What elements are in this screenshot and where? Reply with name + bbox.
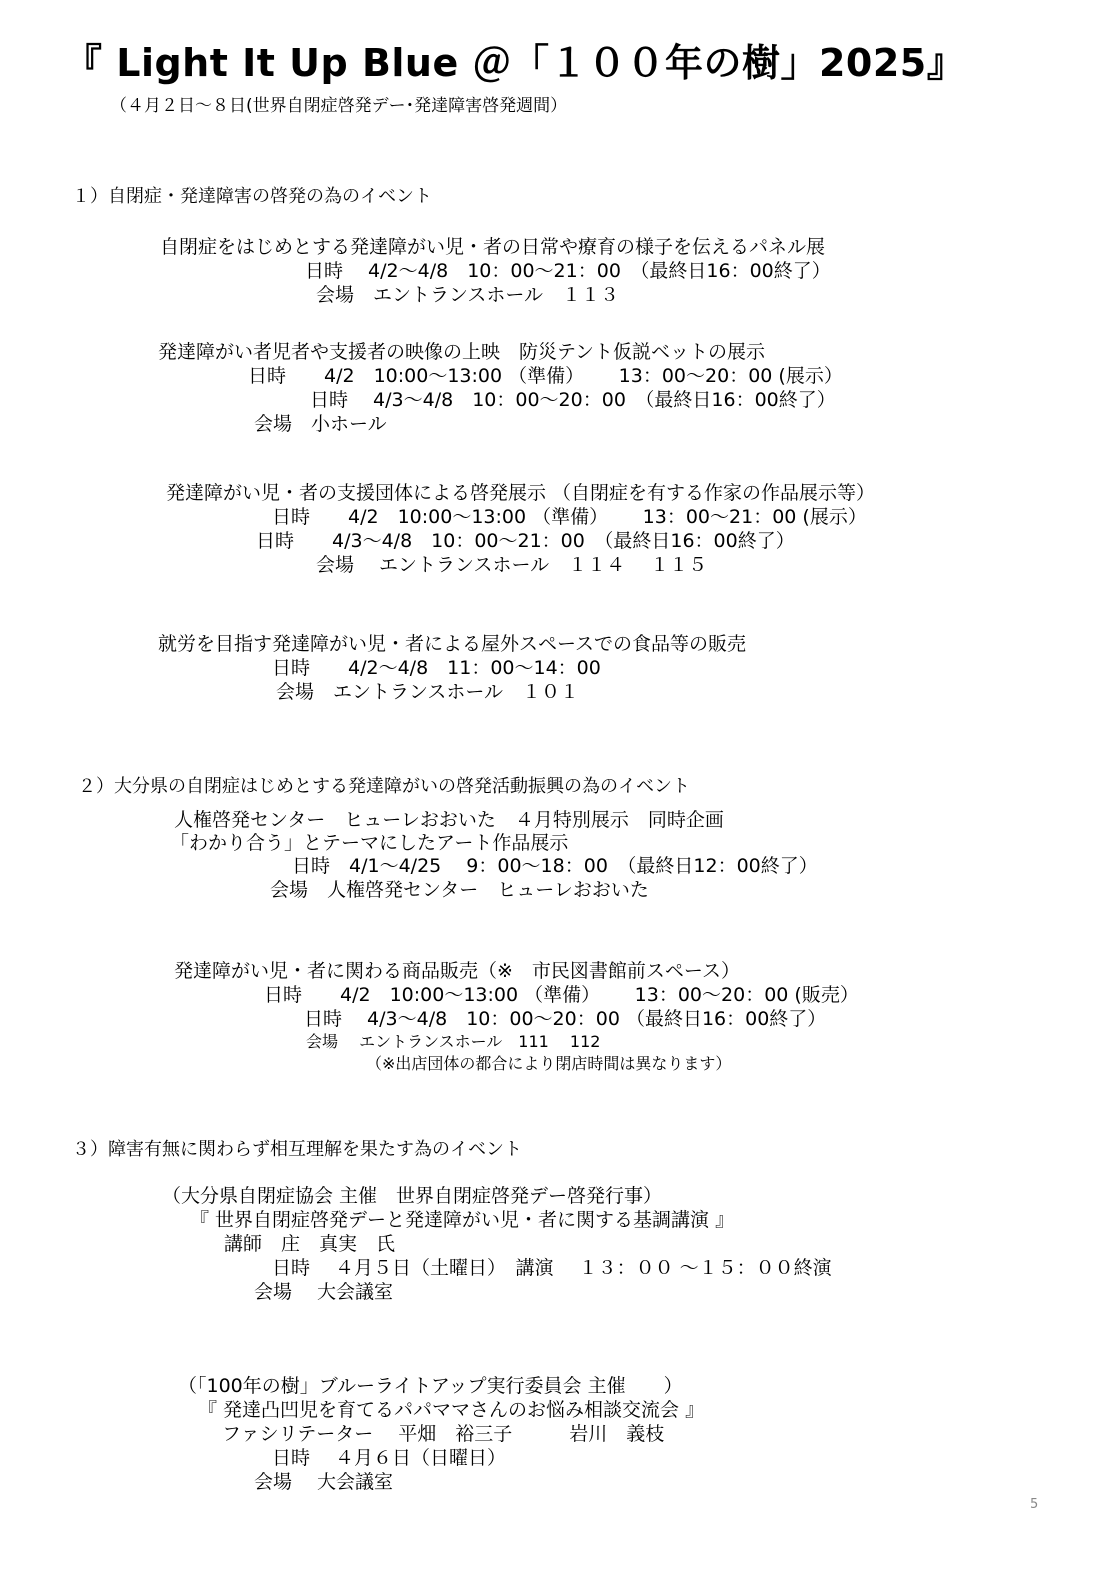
section3-heading: ３）障害有無に関わらず相互理解を果たす為のイベント [72,1139,522,1160]
s3-event2-venue: 会場 大会議室 [254,1471,394,1493]
s1-event1-venue: 会場 エントランスホール １１３ [316,284,620,306]
s3-event2-title: 『 発達凸凹児を育てるパパママさんのお悩み相談交流会 』 [198,1399,705,1421]
section2-heading: ２）大分県の自閉症はじめとする発達障がいの啓発活動振興の為のイベント [78,776,690,797]
s1-event2-datetime2: 日時 4/3～4/8 10：00～20：00 （最終日16：00終了） [310,389,836,411]
s3-event2-organizer: （「100年の樹」ブルーライトアップ実行委員会 主催 ） [178,1375,683,1397]
s1-event3-title: 発達障がい児・者の支援団体による啓発展示 （自閉症を有する作家の作品展示等） [166,482,876,504]
s3-event1-venue: 会場 大会議室 [254,1281,394,1303]
s2-event2-note: （※出店団体の都合により閉店時間は異なります） [366,1054,732,1073]
s2-event1-title1: 人権啓発センター ヒューレおおいた ４月特別展示 同時企画 [174,809,724,831]
page-title: 『 Light It Up Blue ＠「１００年の樹」2025』 [64,41,966,85]
s2-event1-venue: 会場 人権啓発センター ヒューレおおいた [270,879,649,901]
s2-event1-datetime: 日時 4/1～4/25 9：00～18：00 （最終日12：00終了） [292,855,818,877]
s1-event4-title: 就労を目指す発達障がい児・者による屋外スペースでの食品等の販売 [158,633,747,655]
s2-event2-datetime1: 日時 4/2 10:00～13:00 （準備） 13：00～20：00 (販売） [264,984,859,1006]
s3-event2-datetime: 日時 ４月６日（日曜日） [272,1447,507,1469]
s2-event2-datetime2: 日時 4/3～4/8 10：00～20：00 （最終日16：00終了） [304,1008,827,1030]
page-subtitle: （４月２日～８日(世界自閉症啓発デー･発達障害啓発週間） [110,96,568,116]
section1-heading: １）自閉症・発達障害の啓発の為のイベント [72,186,432,207]
s3-event1-datetime: 日時 ４月５日（土曜日） 講演 １３：００ ～１５：００終演 [272,1257,832,1279]
s1-event1-title: 自閉症をはじめとする発達障がい児・者の日常や療育の様子を伝えるパネル展 [160,236,826,258]
s3-event2-facilitator: ファシリテーター 平畑 裕三子 岩川 義枝 [222,1423,665,1445]
s1-event2-venue: 会場 小ホール [254,413,387,435]
s3-event1-organizer: （大分県自閉症協会 主催 世界自閉症啓発デー啓発行事） [162,1185,663,1207]
s1-event4-datetime: 日時 4/2～4/8 11：00～14：00 [272,657,601,679]
s2-event2-title: 発達障がい児・者に関わる商品販売（※ 市民図書館前スペース） [174,960,740,982]
s2-event1-title2: 「わかり合う」とテーマにしたアート作品展示 [170,832,569,854]
s1-event3-venue: 会場 エントランスホール １１４ １１５ [316,554,708,576]
s1-event2-datetime1: 日時 4/2 10:00～13:00 （準備） 13：00～20：00 (展示） [248,365,843,387]
page-number: 5 [1030,1497,1039,1512]
s2-event2-venue: 会場 エントランスホール 111 112 [306,1032,601,1051]
s1-event3-datetime1: 日時 4/2 10:00～13:00 （準備） 13：00～21：00 (展示） [272,506,867,528]
s3-event1-title: 『 世界自閉症啓発デーと発達障がい児・者に関する基調講演 』 [190,1209,735,1231]
s1-event1-datetime: 日時 4/2～4/8 10：00～21：00 （最終日16：00終了） [305,260,831,282]
s1-event4-venue: 会場 エントランスホール １０１ [276,681,580,703]
s1-event3-datetime2: 日時 4/3～4/8 10：00～21：00 （最終日16：00終了） [256,530,795,552]
s1-event2-title: 発達障がい者児者や支援者の映像の上映 防災テント仮説ベットの展示 [158,341,766,363]
s3-event1-lecturer: 講師 庄 真実 氏 [224,1233,396,1255]
